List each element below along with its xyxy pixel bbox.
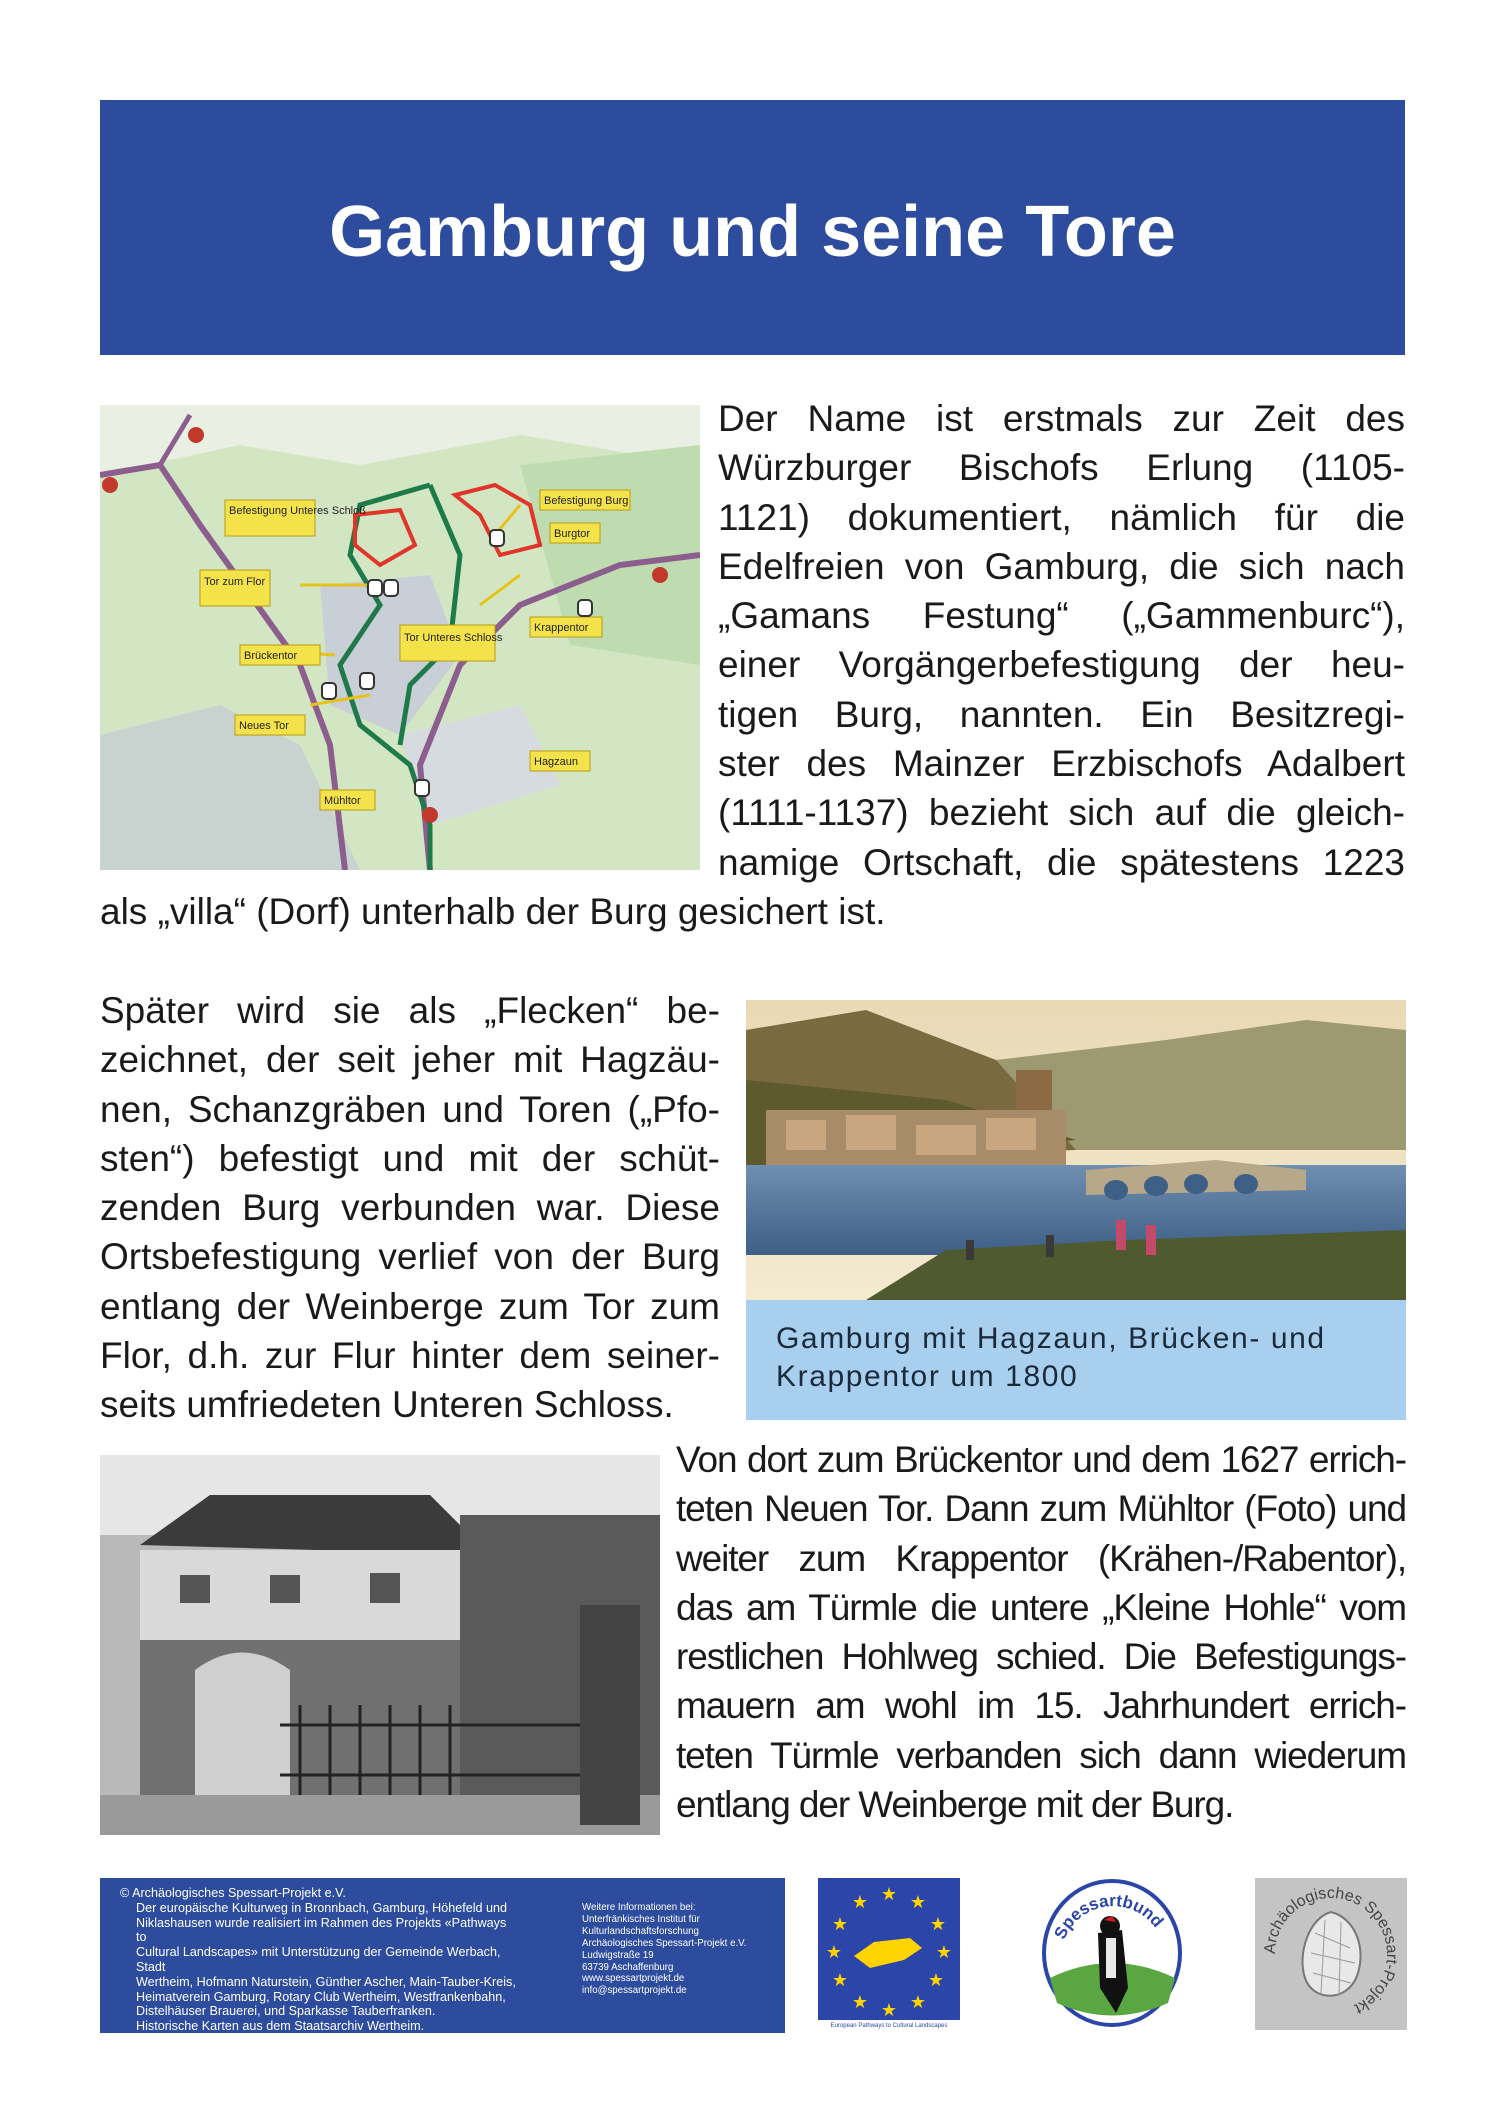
svg-text:★: ★ (825, 1942, 843, 1963)
photo-graphic (100, 1455, 660, 1835)
svg-text:★: ★ (880, 1884, 898, 1905)
second-line: nen, Schanzgräben und Toren („Pfo- (100, 1088, 720, 1130)
contact-line: Archäologisches Spessart-Projekt e.V. (582, 1937, 747, 1949)
contact-line: Weitere Informationen bei: (582, 1902, 696, 1913)
map-label-befestigung-unteres: Befestigung Unteres Schloß (229, 505, 366, 517)
svg-text:★: ★ (880, 2000, 898, 2020)
second-paragraph (100, 986, 720, 1430)
third-line: teten Türmle verbanden sich dann wiederum (676, 1734, 1406, 1776)
second-line: Ortsbefestigung verlief von der Burg (100, 1236, 720, 1278)
second-line: Flor, d.h. zur Flur hinter dem seiner- (100, 1335, 720, 1377)
svg-text:★: ★ (909, 1992, 927, 2013)
title-banner (100, 100, 1405, 355)
contact-line: 63739 Aschaffenburg (582, 1961, 674, 1973)
spessartbund-badge-icon (1040, 1878, 1185, 2028)
map-label-muehltor: Mühltor (324, 795, 361, 807)
third-line: restlichen Hohlweg schied. Die Befestigungs- (676, 1636, 1406, 1678)
footer-credits (100, 1878, 785, 2033)
second-line: entlang der Weinberge zum Tor zum (100, 1285, 720, 1327)
intro-line: namige Ortschaft, die spätestens 1223 (718, 841, 1405, 883)
map-label-neues-tor: Neues Tor (239, 720, 289, 732)
map-label-tor-zum-flor: Tor zum Flor (204, 576, 266, 588)
contact-line: Unterfränkisches Institut für (582, 1913, 700, 1925)
page-title: Gamburg und seine Tore (329, 192, 1176, 272)
intro-line: ster des Mainzer Erzbischofs Adalbert (718, 743, 1405, 785)
spessart-projekt-seal-icon (1255, 1878, 1407, 2030)
intro-line: (1111-1137) bezieht sich auf die gleich- (718, 792, 1405, 834)
footer-line: Wertheim, Hofmann Naturstein, Günther Ascher, Main-Tauber-Kreis, (136, 1974, 516, 1989)
third-line: mauern am wohl im 15. Jahrhundert errich- (676, 1685, 1406, 1727)
intro-line: einer Vorgängerbefestigung der heu- (718, 644, 1405, 686)
contact-line: Kulturlandschaftsforschung (582, 1925, 699, 1937)
svg-text:★: ★ (927, 1970, 945, 1991)
svg-text:★: ★ (851, 1992, 869, 2013)
second-line: Später wird sie als „Flecken“ be- (100, 990, 720, 1031)
intro-lines (718, 394, 1405, 887)
spessartbund-logo (1040, 1878, 1185, 2028)
contact-line: Ludwigstraße 19 (582, 1949, 654, 1961)
footer-line: Heimatverein Gamburg, Rotary Club Wertheim, Westfrankenbahn, (136, 1989, 506, 2004)
historic-town-map (100, 405, 700, 870)
footer-line: Der europäische Kulturweg in Bronnbach, Gamburg, Höhefeld und (136, 1900, 508, 1915)
third-line: entlang der Weinberge mit der Burg. (676, 1784, 1234, 1826)
footer-line: © Archäologisches Spessart-Projekt e.V. (120, 1886, 346, 1900)
map-label-brueckentor: Brückentor (244, 650, 298, 662)
intro-last-line: als „villa“ (Dorf) unterhalb der Burg gesichert ist. (100, 891, 886, 932)
caption-line: Krappentor um 1800 (776, 1360, 1079, 1393)
eu-logo-caption: European Pathways to Cultural Landscapes (830, 2023, 948, 2029)
svg-text:★: ★ (929, 1914, 947, 1935)
contact-link[interactable]: www.spessartprojekt.de (582, 1973, 685, 1985)
intro-line: Der Name ist erstmals zur Zeit des (718, 398, 1405, 439)
svg-text:★: ★ (909, 1892, 927, 1913)
intro-line: Edelfreien von Gamburg, die sich nach (718, 545, 1405, 587)
third-line: das am Türmle die untere „Kleine Hohle“ vom (676, 1586, 1406, 1628)
svg-text:★: ★ (831, 1970, 849, 1991)
spessart-projekt-text: Archäologisches Spessart-Projekt (1261, 1884, 1401, 2017)
svg-text:★: ★ (935, 1942, 953, 1963)
intro-line: „Gamans Festung“ („Gammenburc“), (718, 595, 1405, 637)
second-line: sten“) befestigt und mit der schüt- (100, 1137, 720, 1179)
historic-painting (746, 1000, 1406, 1300)
intro-line: 1121) dokumentiert, nämlich für die (718, 496, 1405, 538)
third-line: weiter zum Krappentor (Krähen-/Rabentor), (676, 1537, 1406, 1579)
third-line: Von dort zum Brückentor und dem 1627 errich- (676, 1439, 1406, 1480)
map-label-krappentor: Krappentor (534, 622, 589, 634)
painting-caption (746, 1300, 1406, 1420)
footer-line: Cultural Landscapes» mit Unterstützung der Gemeinde Werbach, Stadt (136, 1945, 501, 1974)
third-paragraph (676, 1435, 1406, 1829)
contact-link[interactable]: info@spessartprojekt.de (582, 1985, 687, 1997)
footer-line: Historische Karten aus dem Staatsarchiv Wertheim. (136, 2019, 425, 2034)
spessartbund-text: Spessartbund (1050, 1891, 1168, 1942)
map-graphic (100, 405, 700, 870)
map-label-hagzaun: Hagzaun (534, 756, 579, 768)
svg-text:★: ★ (851, 1892, 869, 1913)
svg-text:★: ★ (831, 1914, 849, 1935)
intro-line: Würzburger Bischofs Erlung (1105- (718, 447, 1405, 489)
map-label-tor-unteres: Tor Unteres Schloss (404, 632, 503, 644)
second-line: seits umfriedeten Unteren Schloss. (100, 1384, 674, 1426)
footer-credits-left (120, 1886, 520, 2034)
spessart-projekt-logo (1255, 1878, 1407, 2030)
footer-line: Distelhäuser Brauerei, und Sparkasse Tauberfranken. (136, 2004, 436, 2019)
intro-line: tigen Burg, nannten. Ein Besitzregi- (718, 693, 1405, 735)
map-label-befestigung-burg: Befestigung Burg (544, 495, 629, 507)
eu-flag-icon (818, 1878, 960, 2020)
painting-graphic (746, 1000, 1406, 1300)
eu-pathways-logo (818, 1878, 960, 2033)
map-label-burgtor: Burgtor (554, 528, 591, 540)
second-line: zenden Burg verbunden war. Diese (100, 1187, 720, 1229)
third-line: teten Neuen Tor. Dann zum Mühltor (Foto) und (676, 1488, 1406, 1530)
caption-text (776, 1320, 1326, 1396)
second-line: zeichnet, der seit jeher mit Hagzäu- (100, 1039, 720, 1081)
muehltor-photo (100, 1455, 660, 1835)
footer-line: Niklashausen wurde realisiert im Rahmen des Projekts «Pathways to (136, 1915, 507, 1945)
caption-line: Gamburg mit Hagzaun, Brücken- und (776, 1322, 1326, 1355)
intro-paragraph (718, 394, 1405, 887)
footer-contact (582, 1902, 782, 1997)
